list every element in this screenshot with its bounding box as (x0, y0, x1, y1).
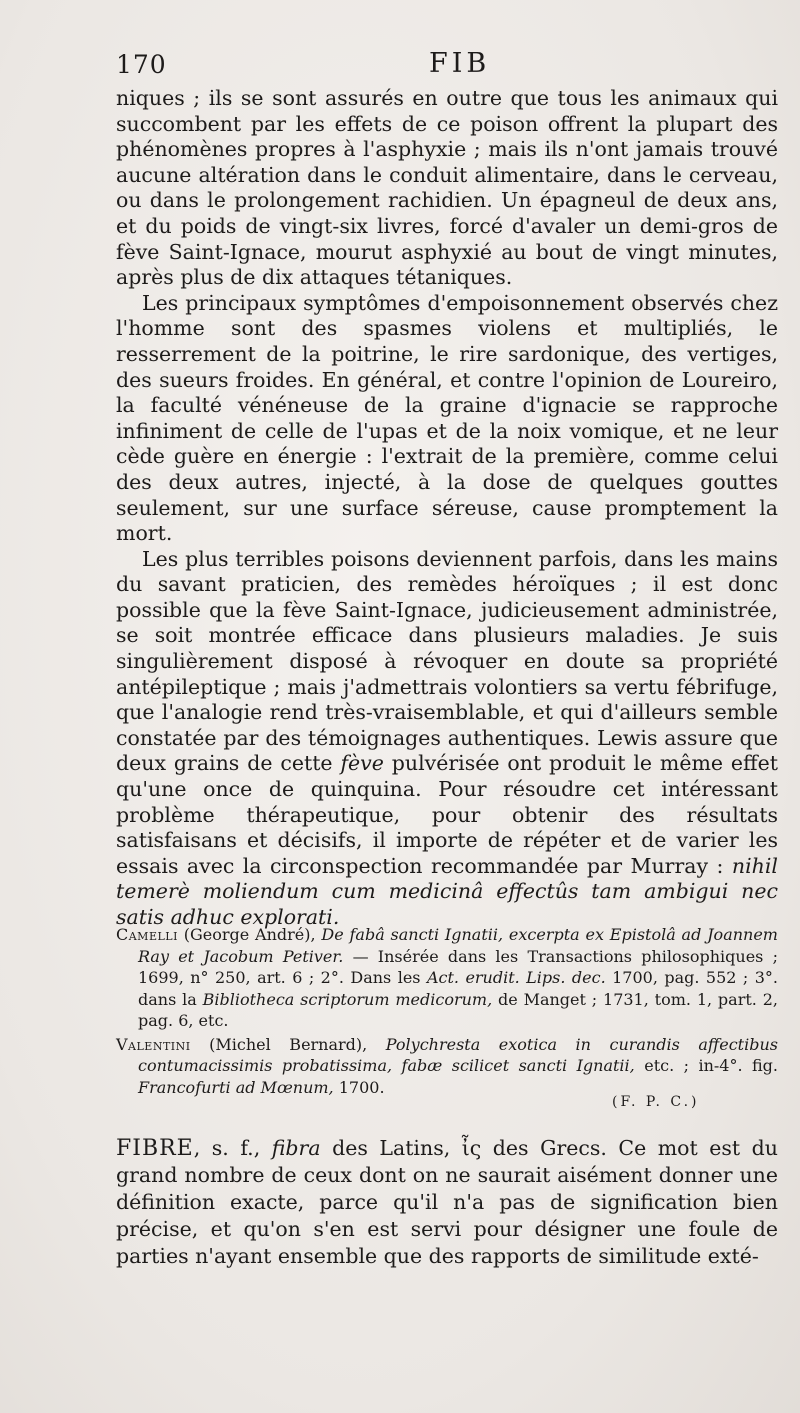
entry-fibre (116, 1135, 778, 1270)
fibre-paragraph (116, 1135, 778, 1270)
reference-title: De fabâ sancti Ignatii, excerpta ex Epistolâ ad Joannem Ray et Jacobum Petiver. (138, 925, 778, 966)
reference-detail-italic-c: Bibliotheca scriptorum medicorum, (202, 989, 493, 1009)
entry-latin-term: fibra (271, 1136, 321, 1160)
paragraph-2: Les principaux symptômes d'empoisonnement observés chez l'homme sont des spasmes violens et multipliés, le resserrement de la poitrine, le rire sardonique, des vertiges, des sueurs froides. En général, et contre l'opinion de Loureiro, la faculté vénéneuse de la graine d'ignacie se rapproche infiniment de celle de l'upas et de la noix vomique, et ne leur cède guère en énergie : l'extrait de la première, comme celui des deux autres, injecté, à la dose de quelques gouttes seulement, sur une surface séreuse, cause promptement la mort. (116, 290, 778, 546)
entry-text-a: des Latins, (332, 1136, 451, 1160)
reference-title: Polychresta exotica in curandis affectibus contumacissimis probatissima, fabæ scilicet sancti Ignatii, (138, 1034, 778, 1075)
reference-author-rest: (Michel Bernard), (209, 1034, 368, 1054)
paragraph-3-feve: fève (340, 751, 384, 776)
page-number: 170 (116, 50, 167, 79)
paragraph-1: niques ; ils se sont assurés en outre que tous les animaux qui succombent par les effets de ce poison offrent la plupart des phénomènes propres à l'asphyxie ; mais ils n'ont jamais trouvé aucune altération dans le conduit alimentaire, dans le cerveau, ou dans le prolongement rachidien. Un épagneul de deux ans, et du poids de vingt-six livres, forcé d'avaler un demi-gros de fève Saint-Ignace, mourut asphyxié au bout de vingt minutes, après plus de dix attaques tétaniques. (116, 86, 778, 290)
reference-author: Camelli (116, 925, 178, 944)
reference-author-rest: (George André), (183, 925, 316, 944)
bibliography (116, 924, 778, 1100)
entry-headword: FIBRE (116, 1136, 194, 1161)
reference-detail-b: 1700, pag. 552 ; 3°. dans la (138, 968, 779, 1009)
latin-quote: nihil temerè moliendum cum medicinâ effectûs tam ambigui nec satis adhuc explorati. (116, 853, 778, 929)
paragraph-3-text-a: Les plus terribles poisons deviennent parfois, dans les mains du savant praticien, des remèdes héroïques ; il est donc possible que la fève Saint-Ignace, judicieusement administrée, se soit montrée efficace dans plusieurs maladies. Je suis singulièrement disposé à révoquer en doute sa propriété antépileptique ; mais j'admettrais volontiers sa vertu fébrifuge, que l'analogie rend très-vraisemblable, et qui d'ailleurs semble constatée par des témoignages authentiques. Lewis assure que deux grains de cette (116, 546, 778, 776)
reference-detail-b: 1700. (338, 1077, 385, 1097)
main-text (116, 86, 778, 931)
paragraph-3-text-b: pulvérisée ont produit le même effet qu'une once de quinquina. Pour résoudre cet intéressant problème thérapeutique, pour obtenir des résultats satisfaisans et décisifs, il importe de répéter et de varier les essais avec la circonspection recommandée par Murray : (116, 751, 778, 878)
paragraph-3 (116, 547, 778, 931)
reference-valentini (116, 1034, 778, 1099)
entry-text-b: des Grecs. Ce mot est du grand nombre de ceux dont on ne saurait aisément donner une définition exacte, parce qu'il n'a pas de signification bien précise, et qu'on s'en est servi pour désigner une foule de parties n'ayant ensemble que des rapports de similitude exté- (116, 1136, 778, 1268)
reference-detail-a: etc. ; in-4°. fig. (644, 1056, 779, 1075)
running-head: FIB (429, 48, 491, 79)
reference-detail-a: — Insérée dans les Transactions philosophiques ; 1699, n° 250, art. 6 ; 2°. Dans les (138, 946, 778, 987)
reference-detail-italic-b: Act. erudit. Lips. dec. (426, 968, 606, 987)
reference-detail-c: de Manget ; 1731, tom. 1, part. 2, pag. 6, etc. (138, 989, 778, 1030)
reference-detail-italic-b: Francofurti ad Mœnum, (138, 1077, 334, 1097)
entry-grammar: , s. f., (193, 1136, 261, 1160)
author-signature: (F. P. C.) (612, 1094, 700, 1110)
page-header (116, 48, 776, 88)
entry-greek-term: ἶς (461, 1136, 482, 1160)
reference-author: Valentini (116, 1034, 191, 1054)
reference-camelli (116, 924, 778, 1032)
